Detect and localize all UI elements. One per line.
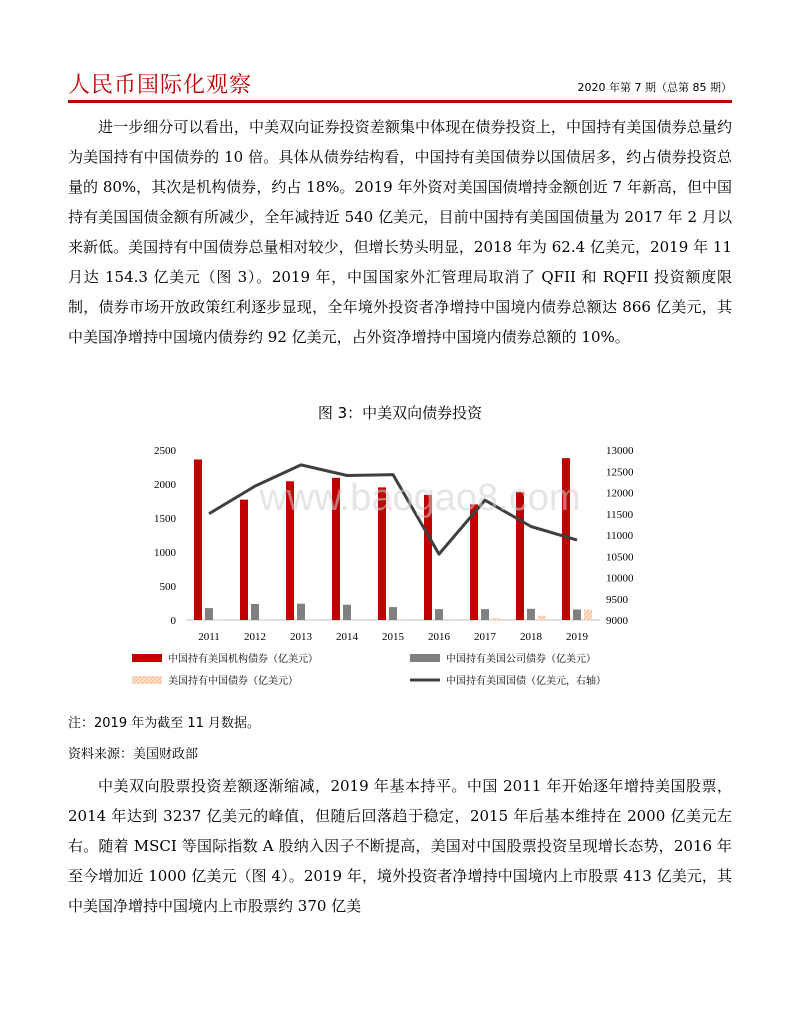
legend-swatch bbox=[132, 676, 162, 684]
bar-corporate-2015 bbox=[389, 607, 397, 620]
bar-corporate-2017 bbox=[481, 609, 489, 620]
bar-us-held-2012 bbox=[262, 619, 270, 620]
bar-corporate-2013 bbox=[297, 604, 305, 620]
x-tick-label: 2016 bbox=[428, 631, 450, 643]
y-right-tick-label: 9500 bbox=[606, 593, 628, 606]
bar-us-held-2011 bbox=[216, 620, 224, 621]
bar-us-held-2018 bbox=[538, 616, 546, 620]
bar-corporate-2018 bbox=[527, 609, 535, 620]
report-title: 人民币国际化观察 bbox=[68, 73, 253, 98]
x-tick-label: 2019 bbox=[566, 631, 588, 643]
figure-source: 资料来源：美国财政部 bbox=[68, 747, 199, 762]
bar-us-held-2016 bbox=[446, 619, 454, 620]
x-tick-label: 2017 bbox=[474, 631, 496, 643]
issue-number: 2020 年第 7 期（总第 85 期） bbox=[577, 81, 732, 94]
x-tick-label: 2012 bbox=[244, 631, 266, 643]
y-right-tick-label: 10000 bbox=[606, 572, 634, 585]
bar-corporate-2016 bbox=[435, 609, 443, 620]
legend-swatch bbox=[410, 654, 440, 662]
legend-label: 美国持有中国债券（亿美元） bbox=[168, 676, 298, 687]
bar-agency-2011 bbox=[194, 460, 202, 620]
y-left-tick-label: 0 bbox=[170, 615, 176, 627]
x-tick-label: 2011 bbox=[198, 631, 220, 643]
y-right-tick-label: 12000 bbox=[606, 487, 634, 500]
page-header bbox=[68, 68, 732, 102]
legend-label: 中国持有美国国债（亿美元，右轴） bbox=[446, 676, 606, 687]
legend-label: 中国持有美国公司债券（亿美元） bbox=[446, 654, 596, 665]
x-tick-label: 2015 bbox=[382, 631, 404, 643]
paragraph-bond-investment: 进一步细分可以看出，中美双向证券投资差额集中体现在债券投资上，中国持有美国债券总量约为美国持有中国债券的 10 倍。具体从债券结构看，中国持有美国债券以国债居多，约占债券投资总量的 80%，其次是机构债券，约占 18%。2019 年外资对美国国债增持金额创近 7 年新高，但中国持有美国国债金额有所减少，全年减持近 540 亿美元，目前中国持有美国国债量为 2017 年 2 月以来新低。美国持有中国债券总量相对较少，但增长势头明显，2018 年为 62.4 亿美元，2019 年 11 月达 154.3 亿美元（图 3）。2019 年，中国国家外汇管理局取消了 QFII 和 RQFII 投资额度限制，债券市场开放政策红利逐步显现，全年境外投资者净增持中国境内债券总额达 866 亿美元，其中美国净增持中国境内债券约 92 亿美元，占外资净增持中国境内债券总额的 10%。 bbox=[68, 118, 732, 346]
y-right-tick-label: 10500 bbox=[606, 551, 634, 564]
bar-agency-2012 bbox=[240, 500, 248, 620]
paragraph-equity-investment: 中美双向股票投资差额逐渐缩减，2019 年基本持平。中国 2011 年开始逐年增持美国股票，2014 年达到 3237 亿美元的峰值，但随后回落趋于稳定，2015 年后基本维持在 2000 亿美元左右。随着 MSCI 等国际指数 A 股纳入因子不断提高，美国对中国股票投资呈现增长态势，2016 年至今增加近 1000 亿美元（图 4）。2019 年，境外投资者净增持中国境内上市股票 413 亿美元，其中美国净增持中国境内上市股票约 370 亿美 bbox=[68, 777, 732, 915]
bar-agency-2017 bbox=[470, 504, 478, 620]
bar-corporate-2012 bbox=[251, 604, 259, 620]
bond-investment-chart bbox=[130, 432, 660, 702]
bar-corporate-2019 bbox=[573, 609, 581, 620]
figure-note: 注：2019 年为截至 11 月数据。 bbox=[68, 716, 261, 731]
y-left-tick-label: 1000 bbox=[154, 547, 176, 559]
header-divider bbox=[68, 100, 732, 103]
y-left-tick-label: 2000 bbox=[154, 479, 176, 491]
y-left-tick-label: 2500 bbox=[154, 445, 176, 457]
y-right-tick-label: 13000 bbox=[606, 445, 634, 457]
chart-legend bbox=[132, 652, 606, 687]
bar-us-held-2015 bbox=[400, 619, 408, 620]
bar-us-held-2013 bbox=[308, 619, 316, 620]
y-right-tick-label: 9000 bbox=[606, 615, 628, 627]
bar-us-held-2017 bbox=[492, 618, 500, 620]
y-right-tick-label: 11500 bbox=[606, 508, 634, 521]
bar-corporate-2014 bbox=[343, 605, 351, 620]
figure-title: 图 3：中美双向债券投资 bbox=[317, 404, 483, 422]
legend-label: 中国持有美国机构债券（亿美元） bbox=[168, 654, 318, 665]
y-right-tick-label: 12500 bbox=[606, 466, 634, 479]
x-tick-label: 2018 bbox=[520, 631, 542, 643]
y-left-tick-label: 1500 bbox=[154, 513, 176, 525]
x-tick-label: 2014 bbox=[336, 631, 358, 643]
x-tick-label: 2013 bbox=[290, 631, 312, 643]
legend-swatch bbox=[132, 654, 162, 662]
y-left-tick-label: 500 bbox=[159, 581, 176, 593]
bar-us-held-2019 bbox=[584, 610, 592, 620]
watermark: www.baogao8.com bbox=[259, 477, 581, 519]
bar-corporate-2011 bbox=[205, 608, 213, 620]
bar-us-held-2014 bbox=[354, 619, 362, 620]
y-right-tick-label: 11000 bbox=[606, 530, 634, 542]
